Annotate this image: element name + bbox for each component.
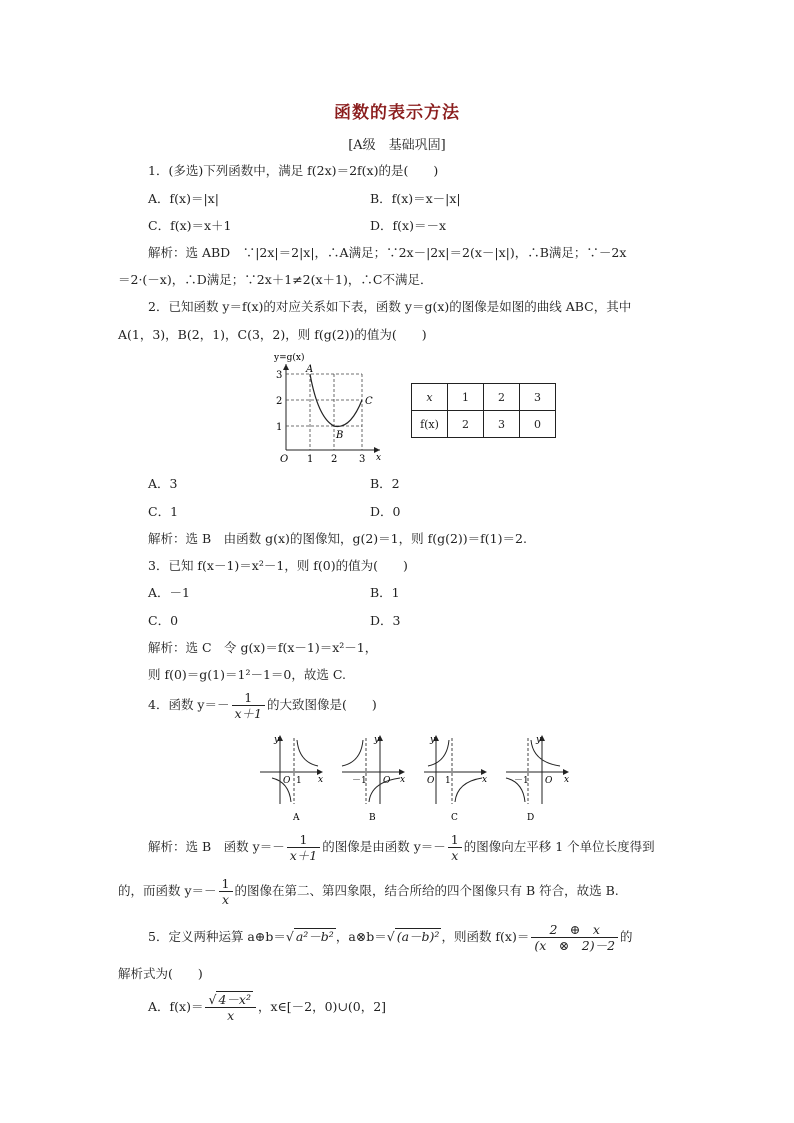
q5-fraction-num: 2 ⊕ x (531, 922, 618, 938)
q4-fraction-num: 1 (232, 690, 266, 706)
q4-fraction (232, 690, 266, 721)
q4-stem-pre: 4．函数 y＝－ (148, 697, 230, 712)
q4-b-xlabel: x (400, 775, 406, 785)
q1-stem: 1．(多选)下列函数中，满足 f(2x)＝2f(x)的是( ) (148, 163, 439, 178)
q2-stem-line1: 2．已知函数 y＝f(x)的对应关系如下表，函数 y＝g(x)的图像是如图的曲线 ABC，其中 (148, 299, 632, 314)
q4-label-b: B (369, 813, 376, 823)
q2-ylabel: y=g(x) (274, 353, 305, 363)
table-cell: 1 (448, 384, 484, 411)
q2-point-a: A (306, 364, 314, 375)
table-cell: f(x) (412, 411, 448, 438)
q4-sol-fraction2 (448, 832, 462, 863)
q4-b-ylabel: y (374, 735, 380, 745)
q2-ytick-2: 2 (276, 396, 283, 407)
q5-a-fraction-den: x (227, 1008, 235, 1023)
q5-option-a (148, 992, 386, 1023)
q2-ytick-3: 3 (276, 370, 283, 381)
q4-c-xlabel: x (482, 775, 488, 785)
q4-solution-line2 (118, 876, 619, 907)
q5-a-radical: 4－x² (218, 992, 251, 1007)
q4-stem (148, 690, 377, 721)
q4-label-a: A (293, 813, 300, 823)
q3-option-a: A．－1 (148, 585, 190, 600)
q4-d-ylabel: y (536, 735, 542, 745)
q2-origin: O (280, 454, 289, 465)
q4-sol-fraction3 (219, 876, 233, 907)
q4-sol-fraction2-num: 1 (448, 832, 462, 848)
q2-grid (286, 374, 362, 450)
q5-stem-line2: 解析式为( ) (118, 966, 203, 981)
q5-stem-line1: 5．定义两种运算 a⊕b＝√ a²－b² ，a⊗b＝√ (a－b)² ，则函数 f(x)＝ $\frac{2 \oplus x}{(x \otimes 2)-2}$ 的 (148, 922, 633, 953)
page-title: 函数的表示方法 (334, 103, 460, 123)
q4-b-origin: O (383, 776, 391, 786)
q4-d-origin: O (545, 776, 553, 786)
q5-radical1: a²－b² (295, 929, 334, 944)
q4-sol-c: 的图像向左平移 1 个单位长度得到 (463, 839, 655, 854)
q4-label-d: D (527, 813, 535, 823)
q4-c-origin: O (427, 776, 435, 786)
q2-xtick-1: 1 (307, 454, 314, 465)
q5-a-fraction-num: √ 4－x² (205, 992, 255, 1008)
q2-solution: 解析：选 B 由函数 g(x)的图像知，g(2)＝1，则 f(g(2))＝f(1)＝2. (148, 531, 527, 546)
section-heading: [A级 基础巩固] (348, 138, 446, 153)
q4-c-ylabel: y (430, 735, 436, 745)
q5-fraction (531, 922, 618, 953)
q5-pre: 5．定义两种运算 a⊕b＝ (148, 929, 286, 944)
q2-function-table (411, 383, 556, 438)
q5-a-post: ，x∈[－2，0)∪(0，2] (257, 999, 387, 1014)
table-cell: 3 (520, 384, 556, 411)
q1-option-d: D．f(x)＝－x (370, 218, 447, 233)
q3-option-b: B．1 (370, 585, 400, 600)
table-cell: 0 (520, 411, 556, 438)
q1-option-b: B．f(x)＝x－|x| (370, 191, 461, 206)
table-row (412, 411, 556, 438)
table-cell: 2 (484, 384, 520, 411)
q4-label-c: C (451, 813, 458, 823)
q4-a-ylabel: y (274, 735, 280, 745)
table-cell: x (412, 384, 448, 411)
q2-point-c: C (365, 396, 373, 407)
q1-solution-line2: ＝2·(－x)，∴D满足；∵2x＋1≠2(x＋1)，∴C不满足． (118, 272, 433, 287)
q2-option-c: C．1 (148, 504, 179, 519)
q4-sol-a: 解析：选 B 函数 y＝－ (148, 839, 285, 854)
q5-mid: ，a⊗b＝ (335, 929, 387, 944)
q4-sol2-a: 的，而函数 y＝－ (118, 883, 217, 898)
q4-graph-b (342, 735, 405, 823)
q4-a-origin: O (283, 776, 291, 786)
q4-fraction-den: x＋1 (234, 706, 263, 721)
q3-solution-line1: 解析：选 C 令 g(x)＝f(x－1)＝x²－1， (148, 640, 378, 655)
q2-ytick-1: 1 (276, 422, 283, 433)
q4-sol-fraction3-num: 1 (219, 876, 233, 892)
q4-c-tick: 1 (445, 776, 451, 786)
q4-sol-fraction2-den: x (451, 848, 459, 863)
q4-d-tick: －1 (514, 776, 529, 786)
q5-a-fraction (205, 992, 255, 1023)
q2-xtick-3: 3 (359, 454, 366, 465)
q5-fraction-den: (x ⊗ 2)－2 (534, 938, 616, 953)
table-cell: 3 (484, 411, 520, 438)
q1-solution-line1: 解析：选 ABD ∵|2x|＝2|x|，∴A满足；∵2x－|2x|＝2(x－|x|)，∴B满足；∵－2x (148, 245, 627, 260)
q4-sol-fraction1-num: 1 (287, 832, 321, 848)
table-cell: 2 (448, 411, 484, 438)
q5-post: 的 (620, 929, 633, 944)
q4-sol-fraction1 (287, 832, 321, 863)
q4-sol2-b: 的图像在第二、第四象限，结合所给的四个图像只有 B 符合，故选 B. (234, 883, 619, 898)
q5-a-pre: A．f(x)＝ (148, 999, 204, 1014)
q4-a-tick: 1 (296, 776, 302, 786)
q1-option-a: A．f(x)＝|x| (148, 191, 219, 206)
q2-graph (268, 348, 388, 466)
q3-option-d: D．3 (370, 613, 401, 628)
q4-sol-fraction3-den: x (221, 892, 230, 907)
q2-option-a: A．3 (148, 476, 178, 491)
q4-stem-post: 的大致图像是( ) (267, 697, 377, 712)
q2-xaxis-label: x (376, 453, 382, 463)
q3-stem: 3．已知 f(x－1)＝x²－1，则 f(0)的值为( ) (148, 558, 408, 573)
q5-tail: ，则函数 f(x)＝ (441, 929, 530, 944)
q2-option-b: B．2 (370, 476, 400, 491)
q4-graphs (256, 732, 576, 824)
q1-option-c: C．f(x)＝x＋1 (148, 218, 232, 233)
q4-solution-line1 (148, 832, 655, 863)
q2-point-b: B (336, 430, 344, 441)
q2-y-arrow (283, 364, 289, 370)
q4-sol-fraction1-den: x＋1 (289, 848, 318, 863)
q2-stem-line2: A(1，3)，B(2，1)，C(3，2)，则 f(g(2))的值为( ) (118, 327, 427, 342)
q4-graph-c (424, 735, 487, 823)
table-row (412, 384, 556, 411)
q4-graph-d (506, 735, 569, 823)
q4-d-xlabel: x (564, 775, 570, 785)
q4-sol-b: 的图像是由函数 y＝－ (322, 839, 446, 854)
q3-option-c: C．0 (148, 613, 179, 628)
q5-radical2: (a－b)² (396, 929, 440, 944)
q4-graph-a (260, 735, 323, 823)
q3-solution-line2: 则 f(0)＝g(1)＝1²－1＝0，故选 C. (148, 667, 346, 682)
q4-a-xlabel: x (318, 775, 324, 785)
q4-b-tick: －1 (352, 776, 367, 786)
q2-xtick-2: 2 (331, 454, 338, 465)
q2-option-d: D．0 (370, 504, 401, 519)
